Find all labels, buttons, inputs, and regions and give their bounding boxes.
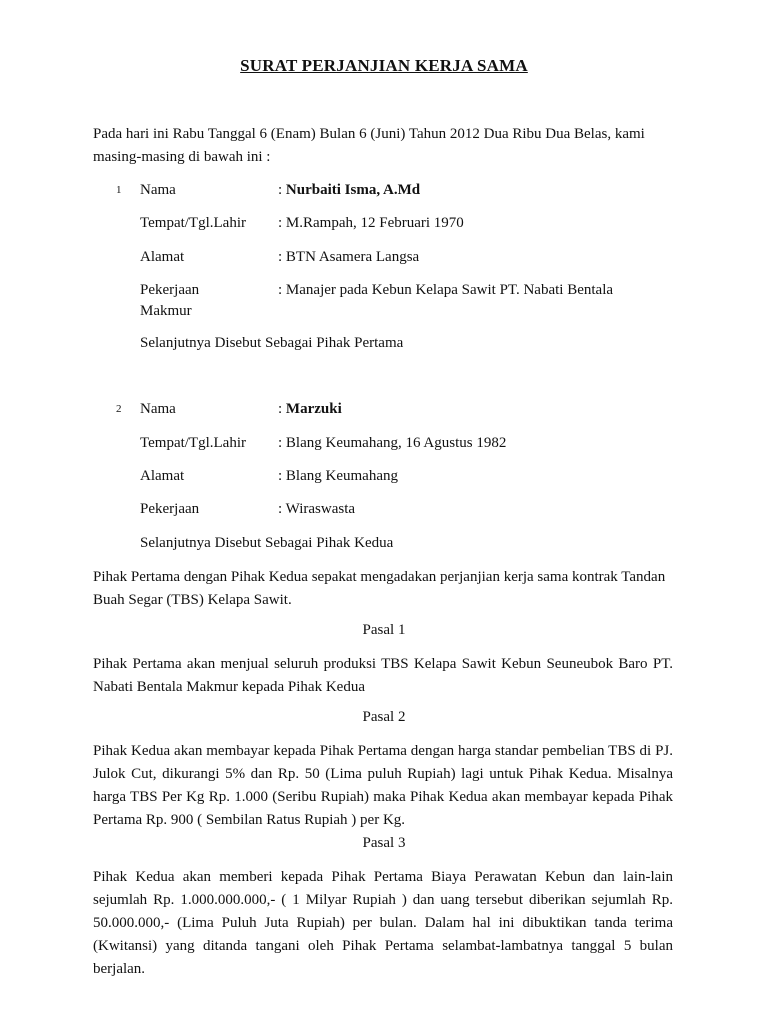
intro-paragraph: Pada hari ini Rabu Tanggal 6 (Enam) Bulan 6 (Juni) Tahun 2012 Dua Ribu Dua Belas, kami masing-masing di bawah ini : <box>93 126 645 165</box>
party-1-number: 1 <box>116 184 122 196</box>
party-2-address-value: : Blang Keumahang <box>278 468 398 484</box>
party-2-job-label: Pekerjaan <box>140 501 200 517</box>
party-2-name-row <box>0 398 768 420</box>
party-1-job-row <box>0 279 768 301</box>
party-1-job-label: Pekerjaan <box>140 282 200 298</box>
party-1-birth-label: Tempat/Tgl.Lahir <box>140 215 246 231</box>
pasal-1-text: Pihak Pertama akan menjual seluruh produksi TBS Kelapa Sawit Kebun Seuneubok Baro PT. Nabati Bentala Makmur kepada Pihak Kedua <box>93 656 673 695</box>
party-1-job-continuation: Makmur <box>140 303 192 319</box>
pasal-3-text: Pihak Kedua akan memberi kepada Pihak Pertama Biaya Perawatan Kebun dan lain-lain sejumlah Rp. 1.000.000.000,- ( 1 Milyar Rupiah ) dan uang tersebut diberikan sejumlah Rp. 50.000.000,- (Lima Puluh Juta Rupiah) per bulan. Dalam hal ini dibuktikan tanda terima (Kwitansi) yang ditanda tangani oleh Pihak Pertama selambat-lambatnya tanggal 5 bulan berjalan. <box>93 869 673 977</box>
party-2-designation: Selanjutnya Disebut Sebagai Pihak Kedua <box>140 535 394 551</box>
party-1-birth-row <box>0 212 768 234</box>
party-1-birth-value: : M.Rampah, 12 Februari 1970 <box>278 215 464 231</box>
party-1-address-value: : BTN Asamera Langsa <box>278 249 420 265</box>
party-2-designation-row <box>0 532 768 554</box>
party-2-address-row <box>0 465 768 487</box>
agreement-paragraph: Pihak Pertama dengan Pihak Kedua sepakat mengadakan perjanjian kerja sama kontrak Tandan Buah Segar (TBS) Kelapa Sawit. <box>93 569 666 608</box>
party-2-number: 2 <box>116 403 122 415</box>
party-2-name: Marzuki <box>285 401 342 417</box>
colon: : <box>278 401 286 417</box>
party-2-address-label: Alamat <box>140 468 185 484</box>
party-2-job-value: : Wiraswasta <box>278 501 356 517</box>
party-1-designation-row <box>0 332 768 354</box>
party-1-designation: Selanjutnya Disebut Sebagai Pihak Pertama <box>140 335 404 351</box>
party-2-birth-row <box>0 432 768 454</box>
pasal-1-heading: Pasal 1 <box>362 622 406 638</box>
party-2-job-row <box>0 498 768 520</box>
party-2-birth-label: Tempat/Tgl.Lahir <box>140 435 246 451</box>
party-2-name-value <box>278 398 342 420</box>
party-1-job-continuation-row <box>0 300 768 322</box>
party-1-name-label: Nama <box>140 182 176 198</box>
party-1-address-row <box>0 246 768 268</box>
party-1-name-value <box>278 179 420 201</box>
party-2-birth-value: : Blang Keumahang, 16 Agustus 1982 <box>278 435 507 451</box>
pasal-3-heading: Pasal 3 <box>362 835 406 851</box>
party-1-name-row <box>0 179 768 201</box>
party-2-name-label: Nama <box>140 401 176 417</box>
pasal-2-text: Pihak Kedua akan membayar kepada Pihak Pertama dengan harga standar pembelian TBS di PJ. Julok Cut, dikurangi 5% dan Rp. 50 (Lima puluh Rupiah) lagi untuk Pihak Kedua. Misalnya harga TBS Per Kg Rp. 1.000 (Seribu Rupiah) maka Pihak Kedua akan membayar kepada Pihak Pertama Rp. 900 ( Sembilan Ratus Rupiah ) per Kg. <box>93 743 673 828</box>
party-1-address-label: Alamat <box>140 249 185 265</box>
party-1-job-value: : Manajer pada Kebun Kelapa Sawit PT. Nabati Bentala <box>278 282 614 298</box>
pasal-2-heading: Pasal 2 <box>362 709 406 725</box>
colon: : <box>278 182 286 198</box>
document-title: SURAT PERJANJIAN KERJA SAMA <box>240 56 528 75</box>
party-1-name: Nurbaiti Isma, A.Md <box>285 182 421 198</box>
